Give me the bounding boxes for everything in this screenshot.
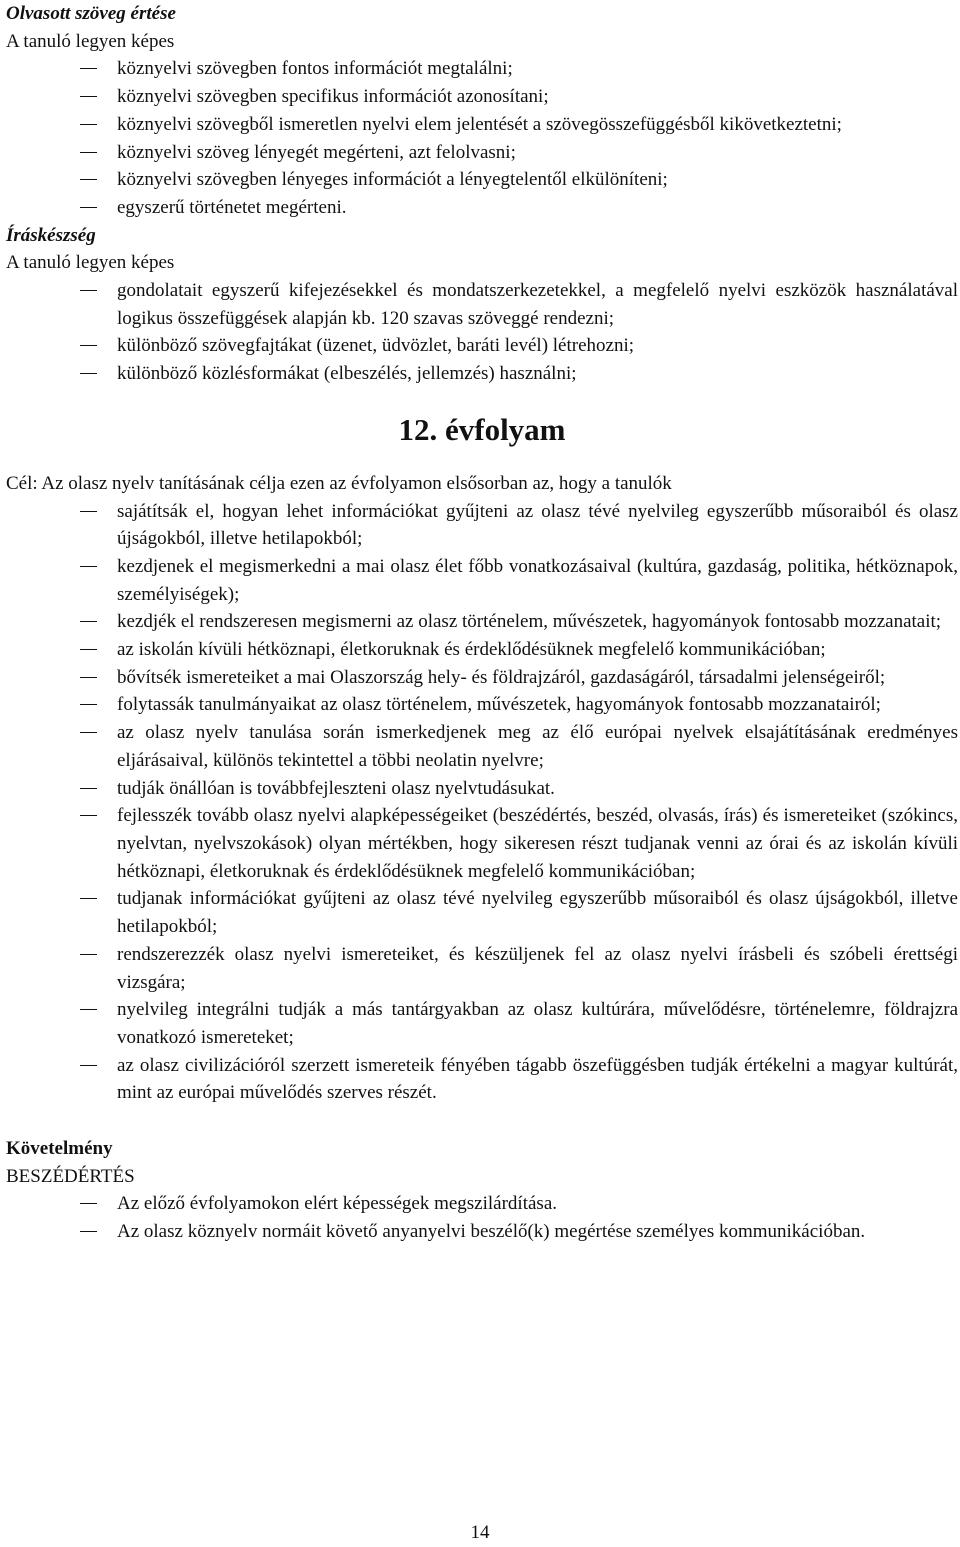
writing-heading: Íráskészség <box>6 224 96 246</box>
list-item: tudják önállóan is továbbfejleszteni olasz nyelvtudásukat. <box>6 775 958 803</box>
list-item: kezdjenek el megismerkedni a mai olasz élet főbb vonatkozásaival (kultúra, gazdaság, politika, hétköznapok, személyiségek); <box>6 553 958 608</box>
list-item: gondolatait egyszerű kifejezésekkel és mondatszerkezetekkel, a megfelelő nyelvi eszközök használatával logikus összefüggések alapján kb. 120 szavas szöveggé rendezni; <box>6 277 958 332</box>
dash-icon <box>80 621 97 622</box>
list-item: Az előző évfolyamokon elért képességek megszilárdítása. <box>6 1190 958 1218</box>
requirements-list <box>6 1190 958 1245</box>
dash-icon <box>80 1203 97 1204</box>
grade-title: 12. évfolyam <box>398 411 566 447</box>
dash-icon <box>80 68 97 69</box>
writing-list <box>6 277 958 388</box>
list-item: köznyelvi szövegben fontos információt megtalálni; <box>6 55 958 83</box>
dash-icon <box>80 649 97 650</box>
list-item: köznyelvi szöveg lényegét megérteni, azt felolvasni; <box>6 139 958 167</box>
dash-icon <box>80 124 97 125</box>
dash-icon <box>80 704 97 705</box>
list-item: az iskolán kívüli hétköznapi, életkoruknak és érdeklődésüknek megfelelő kommunikációban; <box>6 636 958 664</box>
dash-icon <box>80 345 97 346</box>
dash-icon <box>80 566 97 567</box>
dash-icon <box>80 152 97 153</box>
dash-icon <box>80 677 97 678</box>
list-item: folytassák tanulmányaikat az olasz történelem, művészetek, hagyományok fontosabb mozzanatairól; <box>6 691 958 719</box>
requirements-heading: Követelmény <box>6 1138 113 1160</box>
list-item: egyszerű történetet megérteni. <box>6 194 958 222</box>
list-item: bővítsék ismereteiket a mai Olaszország hely- és földrajzáról, gazdaságáról, társadalmi jelenségeiről; <box>6 664 958 692</box>
reading-list <box>6 55 958 221</box>
dash-icon <box>80 1231 97 1232</box>
list-item: sajátítsák el, hogyan lehet információkat gyűjteni az olasz tévé nyelvileg egyszerűbb műsoraiból és olasz újságokból, illetve hetilapokból; <box>6 498 958 553</box>
spacer <box>6 1107 958 1135</box>
dash-icon <box>80 96 97 97</box>
list-item: kezdjék el rendszeresen megismerni az olasz történelem, művészetek, hagyományok fontosabb mozzanatait; <box>6 608 958 636</box>
requirements-subheading: BESZÉDÉRTÉS <box>6 1165 135 1187</box>
list-item: rendszerezzék olasz nyelvi ismereteiket, és készüljenek fel az olasz nyelvi írásbeli és szóbeli érettségi vizsgára; <box>6 941 958 996</box>
dash-icon <box>80 1065 97 1066</box>
list-item: tudjanak információkat gyűjteni az olasz tévé nyelvileg egyszerűbb műsoraiból és olasz újságokból, illetve hetilapokból; <box>6 885 958 940</box>
reading-heading: Olvasott szöveg értése <box>6 3 176 24</box>
writing-intro: A tanuló legyen képes <box>6 252 175 274</box>
list-item: különböző szövegfajtákat (üzenet, üdvözlet, baráti levél) létrehozni; <box>6 332 958 360</box>
dash-icon <box>80 788 97 789</box>
document-page <box>6 0 958 1246</box>
list-item: különböző közlésformákat (elbeszélés, jellemzés) használni; <box>6 360 958 388</box>
goal-intro: Cél: Az olasz nyelv tanításának célja ezen az évfolyamon elsősorban az, hogy a tanulók <box>6 472 672 494</box>
list-item: fejlesszék tovább olasz nyelvi alapképességeiket (beszédértés, beszéd, olvasás, írás) és ismereteiket (szókincs, nyelvtan, nyelvszokások) olyan mértékben, hogy sikeresen részt tudjanak venni az órai és az iskolán kívüli hétköznapi, életkoruknak és érdeklődésüknek megfelelő kommunikációban; <box>6 802 958 885</box>
dash-icon <box>80 290 97 291</box>
dash-icon <box>80 954 97 955</box>
list-item: köznyelvi szövegből ismeretlen nyelvi elem jelentését a szövegösszefüggésből kikövetkeztetni; <box>6 111 958 139</box>
dash-icon <box>80 207 97 208</box>
dash-icon <box>80 179 97 180</box>
page-number: 14 <box>470 1522 490 1543</box>
list-item: köznyelvi szövegben specifikus információt azonosítani; <box>6 83 958 111</box>
dash-icon <box>80 511 97 512</box>
dash-icon <box>80 898 97 899</box>
reading-intro: A tanuló legyen képes <box>6 30 175 52</box>
dash-icon <box>80 732 97 733</box>
dash-icon <box>80 373 97 374</box>
list-item: az olasz civilizációról szerzett ismereteik fényében tágabb öszefüggésben tudják értékelni a magyar kultúrát, mint az európai művelődés szerves részét. <box>6 1052 958 1107</box>
list-item: nyelvileg integrálni tudják a más tantárgyakban az olasz kultúrára, művelődésre, történelemre, földrajzra vonatkozó ismereteket; <box>6 996 958 1051</box>
list-item: az olasz nyelv tanulása során ismerkedjenek meg az élő európai nyelvek elsajátításának eredményes eljárásaival, különös tekintettel a többi neolatin nyelvre; <box>6 719 958 774</box>
list-item: Az olasz köznyelv normáit követő anyanyelvi beszélő(k) megértése személyes kommunikációban. <box>6 1218 958 1246</box>
list-item: köznyelvi szövegben lényeges információt a lényegtelentől elkülöníteni; <box>6 166 958 194</box>
dash-icon <box>80 1009 97 1010</box>
goal-list <box>6 498 958 1107</box>
dash-icon <box>80 815 97 816</box>
